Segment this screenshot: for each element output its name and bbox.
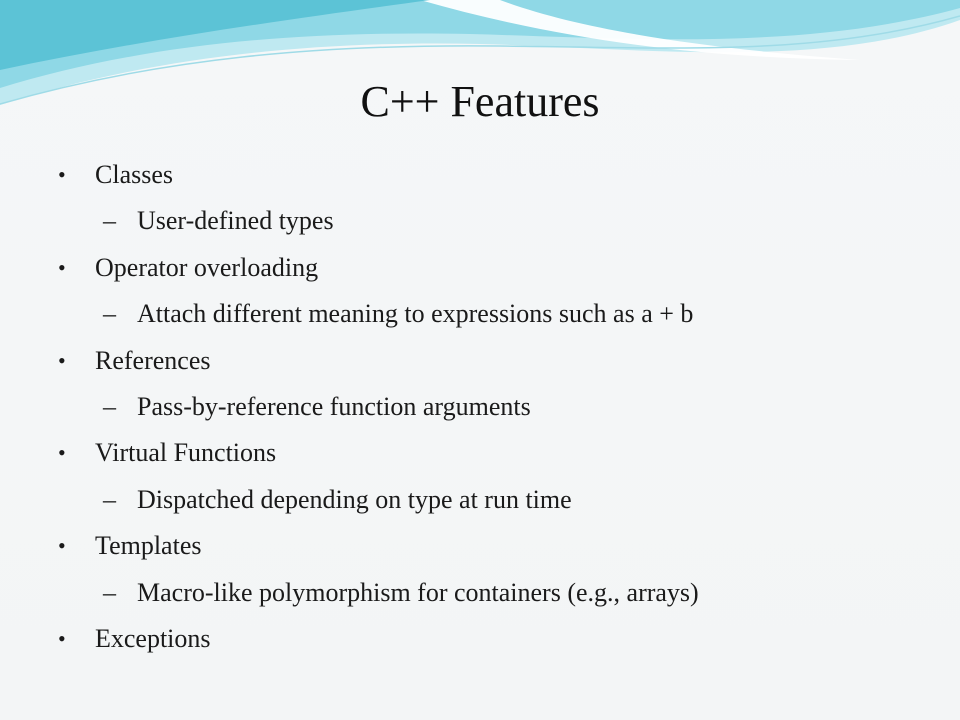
bullet-text: References xyxy=(95,345,211,375)
bullet-item xyxy=(0,616,960,662)
bullet-item xyxy=(0,338,960,384)
bullet-item xyxy=(0,152,960,198)
slide-title: C++ Features xyxy=(360,77,600,126)
bullet-text: Operator overloading xyxy=(95,252,319,282)
bullet-icon: • xyxy=(58,625,66,651)
sub-bullet-item xyxy=(0,477,960,523)
bullet-list xyxy=(0,152,960,662)
sub-bullet-text: Attach different meaning to expressions such as a + b xyxy=(137,299,694,329)
dash-icon: – xyxy=(103,299,116,329)
sub-bullet-item xyxy=(0,291,960,337)
dash-icon: – xyxy=(103,391,116,421)
bullet-item xyxy=(0,245,960,291)
bullet-icon: • xyxy=(58,347,66,373)
bullet-icon: • xyxy=(58,162,66,187)
sub-bullet-item xyxy=(0,570,960,616)
dash-icon: – xyxy=(103,484,116,514)
bullet-text: Classes xyxy=(95,160,173,189)
bullet-item xyxy=(0,523,960,569)
bullet-item xyxy=(0,430,960,476)
bullet-icon: • xyxy=(58,254,66,280)
sub-bullet-text: Pass-by-reference function arguments xyxy=(137,391,531,421)
bullet-text: Virtual Functions xyxy=(95,438,277,468)
bullet-text: Exceptions xyxy=(95,623,211,653)
sub-bullet-text: Macro-like polymorphism for containers (e.g., arrays) xyxy=(137,577,699,607)
bullet-icon: • xyxy=(58,533,66,559)
sub-bullet-text: User-defined types xyxy=(137,206,334,236)
sub-bullet-item xyxy=(0,384,960,430)
dash-icon: – xyxy=(103,577,116,607)
dash-icon: – xyxy=(103,206,116,236)
bullet-icon: • xyxy=(58,440,66,466)
bullet-text: Templates xyxy=(95,531,202,561)
sub-bullet-text: Dispatched depending on type at run time xyxy=(137,484,572,514)
sub-bullet-item xyxy=(0,198,960,244)
